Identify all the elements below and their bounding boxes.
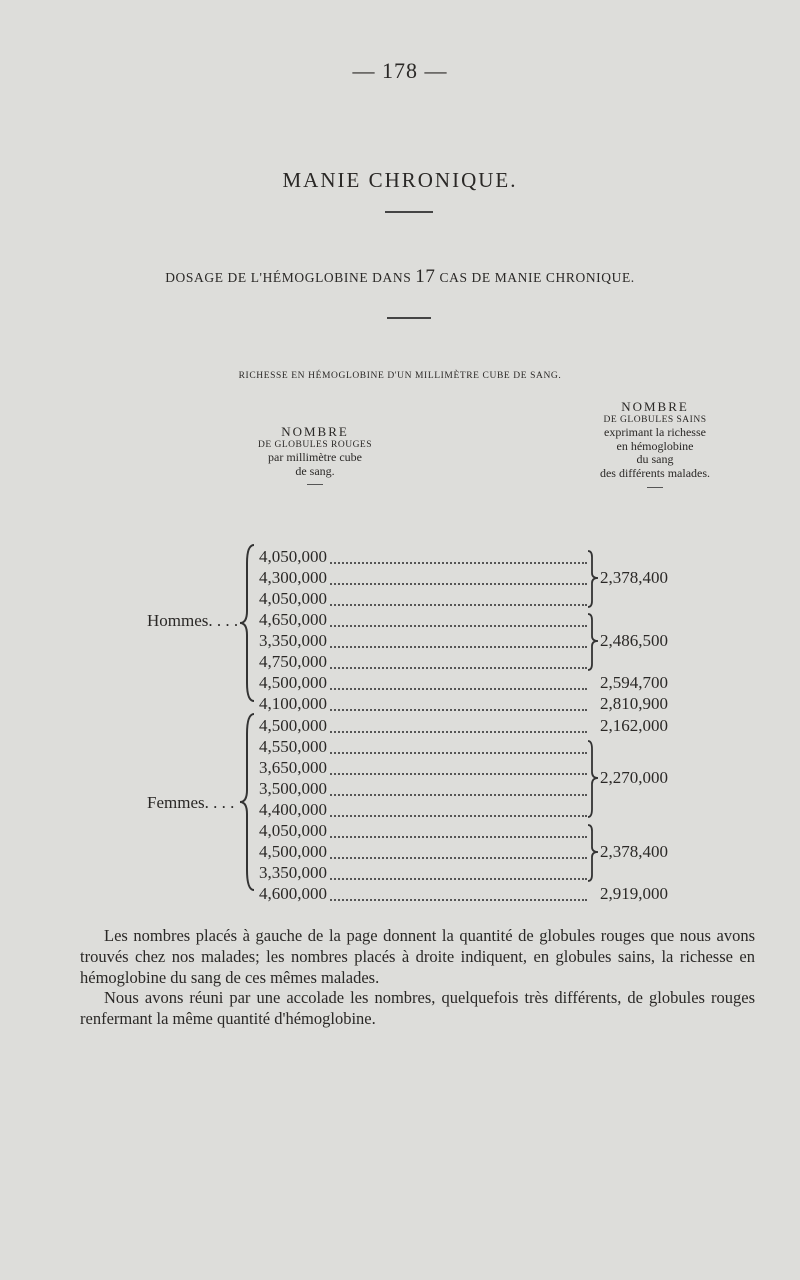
hommes-group-brace	[238, 543, 258, 703]
hommes-brace-2	[586, 612, 600, 672]
section-caption: RICHESSE EN HÉMOGLOBINE D'UN MILLIMÈTRE CUBE DE SANG.	[238, 371, 562, 381]
hommes-result: 2,378,400	[600, 568, 668, 587]
hommes-label: Hommes. . . .	[147, 611, 239, 630]
right-header-line2: DE GLOBULES SAINS	[603, 414, 707, 425]
femmes-result: 2,270,000	[600, 768, 668, 787]
subtitle-rule	[387, 317, 431, 319]
explanation-paragraph: Nous avons réuni par une accolade les nombres, quelquefois très différents, de globules rouges renfermant la même quantité d'hémoglobine.	[80, 988, 755, 1028]
femmes-row: 3,650,000	[259, 756, 587, 780]
page-number: — 178 —	[352, 58, 448, 83]
subtitle-number: 17	[415, 266, 436, 287]
femmes-row: 4,400,000	[259, 798, 587, 822]
right-header-line1: NOMBRE	[621, 399, 689, 414]
femmes-result: 2,162,000	[600, 716, 668, 735]
femmes-row: 4,550,000	[259, 735, 587, 759]
hommes-result: 2,486,500	[600, 631, 668, 650]
hommes-row: 4,300,000	[259, 566, 587, 590]
hommes-brace-1	[586, 549, 600, 609]
page-title: MANIE CHRONIQUE.	[282, 168, 518, 192]
femmes-row: 4,500,000	[259, 840, 587, 864]
hommes-row: 4,050,000	[259, 545, 587, 569]
femmes-brace-1	[586, 739, 600, 819]
hommes-row: 4,650,000	[259, 608, 587, 632]
femmes-group-brace	[238, 712, 258, 892]
left-column-header	[225, 425, 405, 485]
femmes-row: 4,600,000	[259, 882, 587, 906]
table-subtitle	[0, 266, 800, 288]
right-header-dash	[647, 487, 663, 488]
femmes-brace-2	[586, 823, 600, 883]
left-header-line1: NOMBRE	[281, 424, 349, 439]
title-rule	[385, 211, 433, 213]
left-header-line3: par millimètre cube	[268, 449, 362, 464]
right-header-line5: du sang	[636, 452, 674, 467]
femmes-row: 4,500,000	[259, 714, 587, 738]
left-header-line4: de sang.	[295, 463, 335, 478]
femmes-result: 2,919,000	[600, 884, 668, 903]
subtitle-before: DOSAGE DE L'HÉMOGLOBINE DANS	[165, 270, 412, 285]
left-header-dash	[307, 484, 323, 485]
hommes-row: 4,500,000	[259, 671, 587, 695]
right-column-header	[555, 400, 755, 488]
right-header-line3: exprimant la richesse	[604, 424, 706, 439]
right-header-line6: des différents malades.	[599, 466, 711, 481]
femmes-result: 2,378,400	[600, 842, 668, 861]
femmes-row: 3,350,000	[259, 861, 587, 885]
femmes-label: Femmes. . . .	[147, 793, 235, 812]
subtitle-after: CAS DE MANIE CHRONIQUE.	[439, 270, 635, 285]
femmes-row: 4,050,000	[259, 819, 587, 843]
explanation-paragraph: Les nombres placés à gauche de la page donnent la quantité de globules rouges que nous avons trouvés chez nos malades; les nombres placés à droite indiquent, en globules sains, la richesse en hémoglobine du sang de ces mêmes malades.	[80, 926, 755, 987]
hommes-row: 3,350,000	[259, 629, 587, 653]
femmes-row: 3,500,000	[259, 777, 587, 801]
hommes-row: 4,050,000	[259, 587, 587, 611]
hommes-row: 4,750,000	[259, 650, 587, 674]
hommes-result: 2,810,900	[600, 694, 668, 713]
hommes-result: 2,594,700	[600, 673, 668, 692]
left-header-line2: DE GLOBULES ROUGES	[257, 439, 373, 450]
right-header-line4: en hémoglobine	[616, 438, 694, 453]
hommes-row: 4,100,000	[259, 692, 587, 716]
